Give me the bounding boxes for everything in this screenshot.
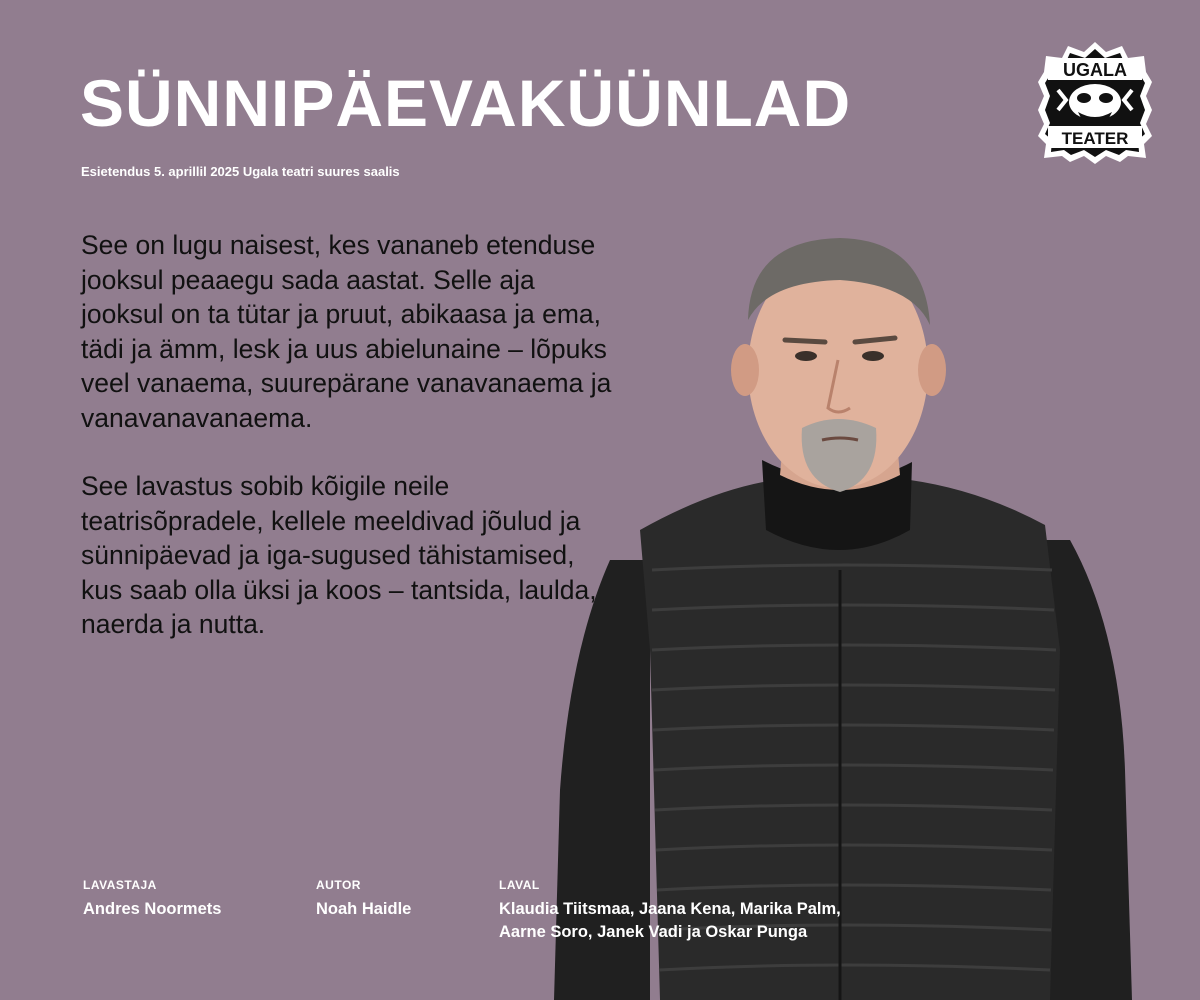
- logo-bottom-text: TEATER: [1061, 129, 1129, 148]
- cast-label: LAVAL: [499, 878, 540, 892]
- author-label: AUTOR: [316, 878, 361, 892]
- cast-line-1: Klaudia Tiitsmaa, Jaana Kena, Marika Palm,: [499, 900, 841, 918]
- author-name: Noah Haidle: [316, 900, 412, 918]
- logo-top-text: UGALA: [1063, 60, 1127, 80]
- ugala-teater-logo: [1036, 40, 1154, 164]
- director-name: Andres Noormets: [83, 900, 222, 918]
- poster-title: SÜNNIPÄEVAKÜÜNLAD: [80, 66, 852, 140]
- director-credit: [83, 878, 221, 921]
- cast-credit: [499, 878, 929, 944]
- author-credit: [316, 878, 411, 921]
- description-paragraph-1: See on lugu naisest, kes vananeb etenduse jooksul peaaegu sada aastat. Selle aja jooksul on ta tütar ja pruut, abikaasa ja ema, tädi ja ämm, lesk ja uus abielunaine – lõpuks veel vanaema, suurepärane vanavanaema ja vanavanavanaema.: [81, 230, 612, 433]
- cast-line-2: Aarne Soro, Janek Vadi ja Oskar Punga: [499, 923, 808, 941]
- director-label: LAVASTAJA: [83, 878, 157, 892]
- premiere-subtitle: Esietendus 5. aprillil 2025 Ugala teatri suures saalis: [81, 164, 400, 179]
- description-paragraph-2: See lavastus sobib kõigile neile teatrisõpradele, kellele meeldivad jõulud ja sünnipäevad ja iga-sugused tähistamised, kus saab olla üksi ja koos – tantsida, laulda, naerda ja nutta.: [81, 471, 597, 639]
